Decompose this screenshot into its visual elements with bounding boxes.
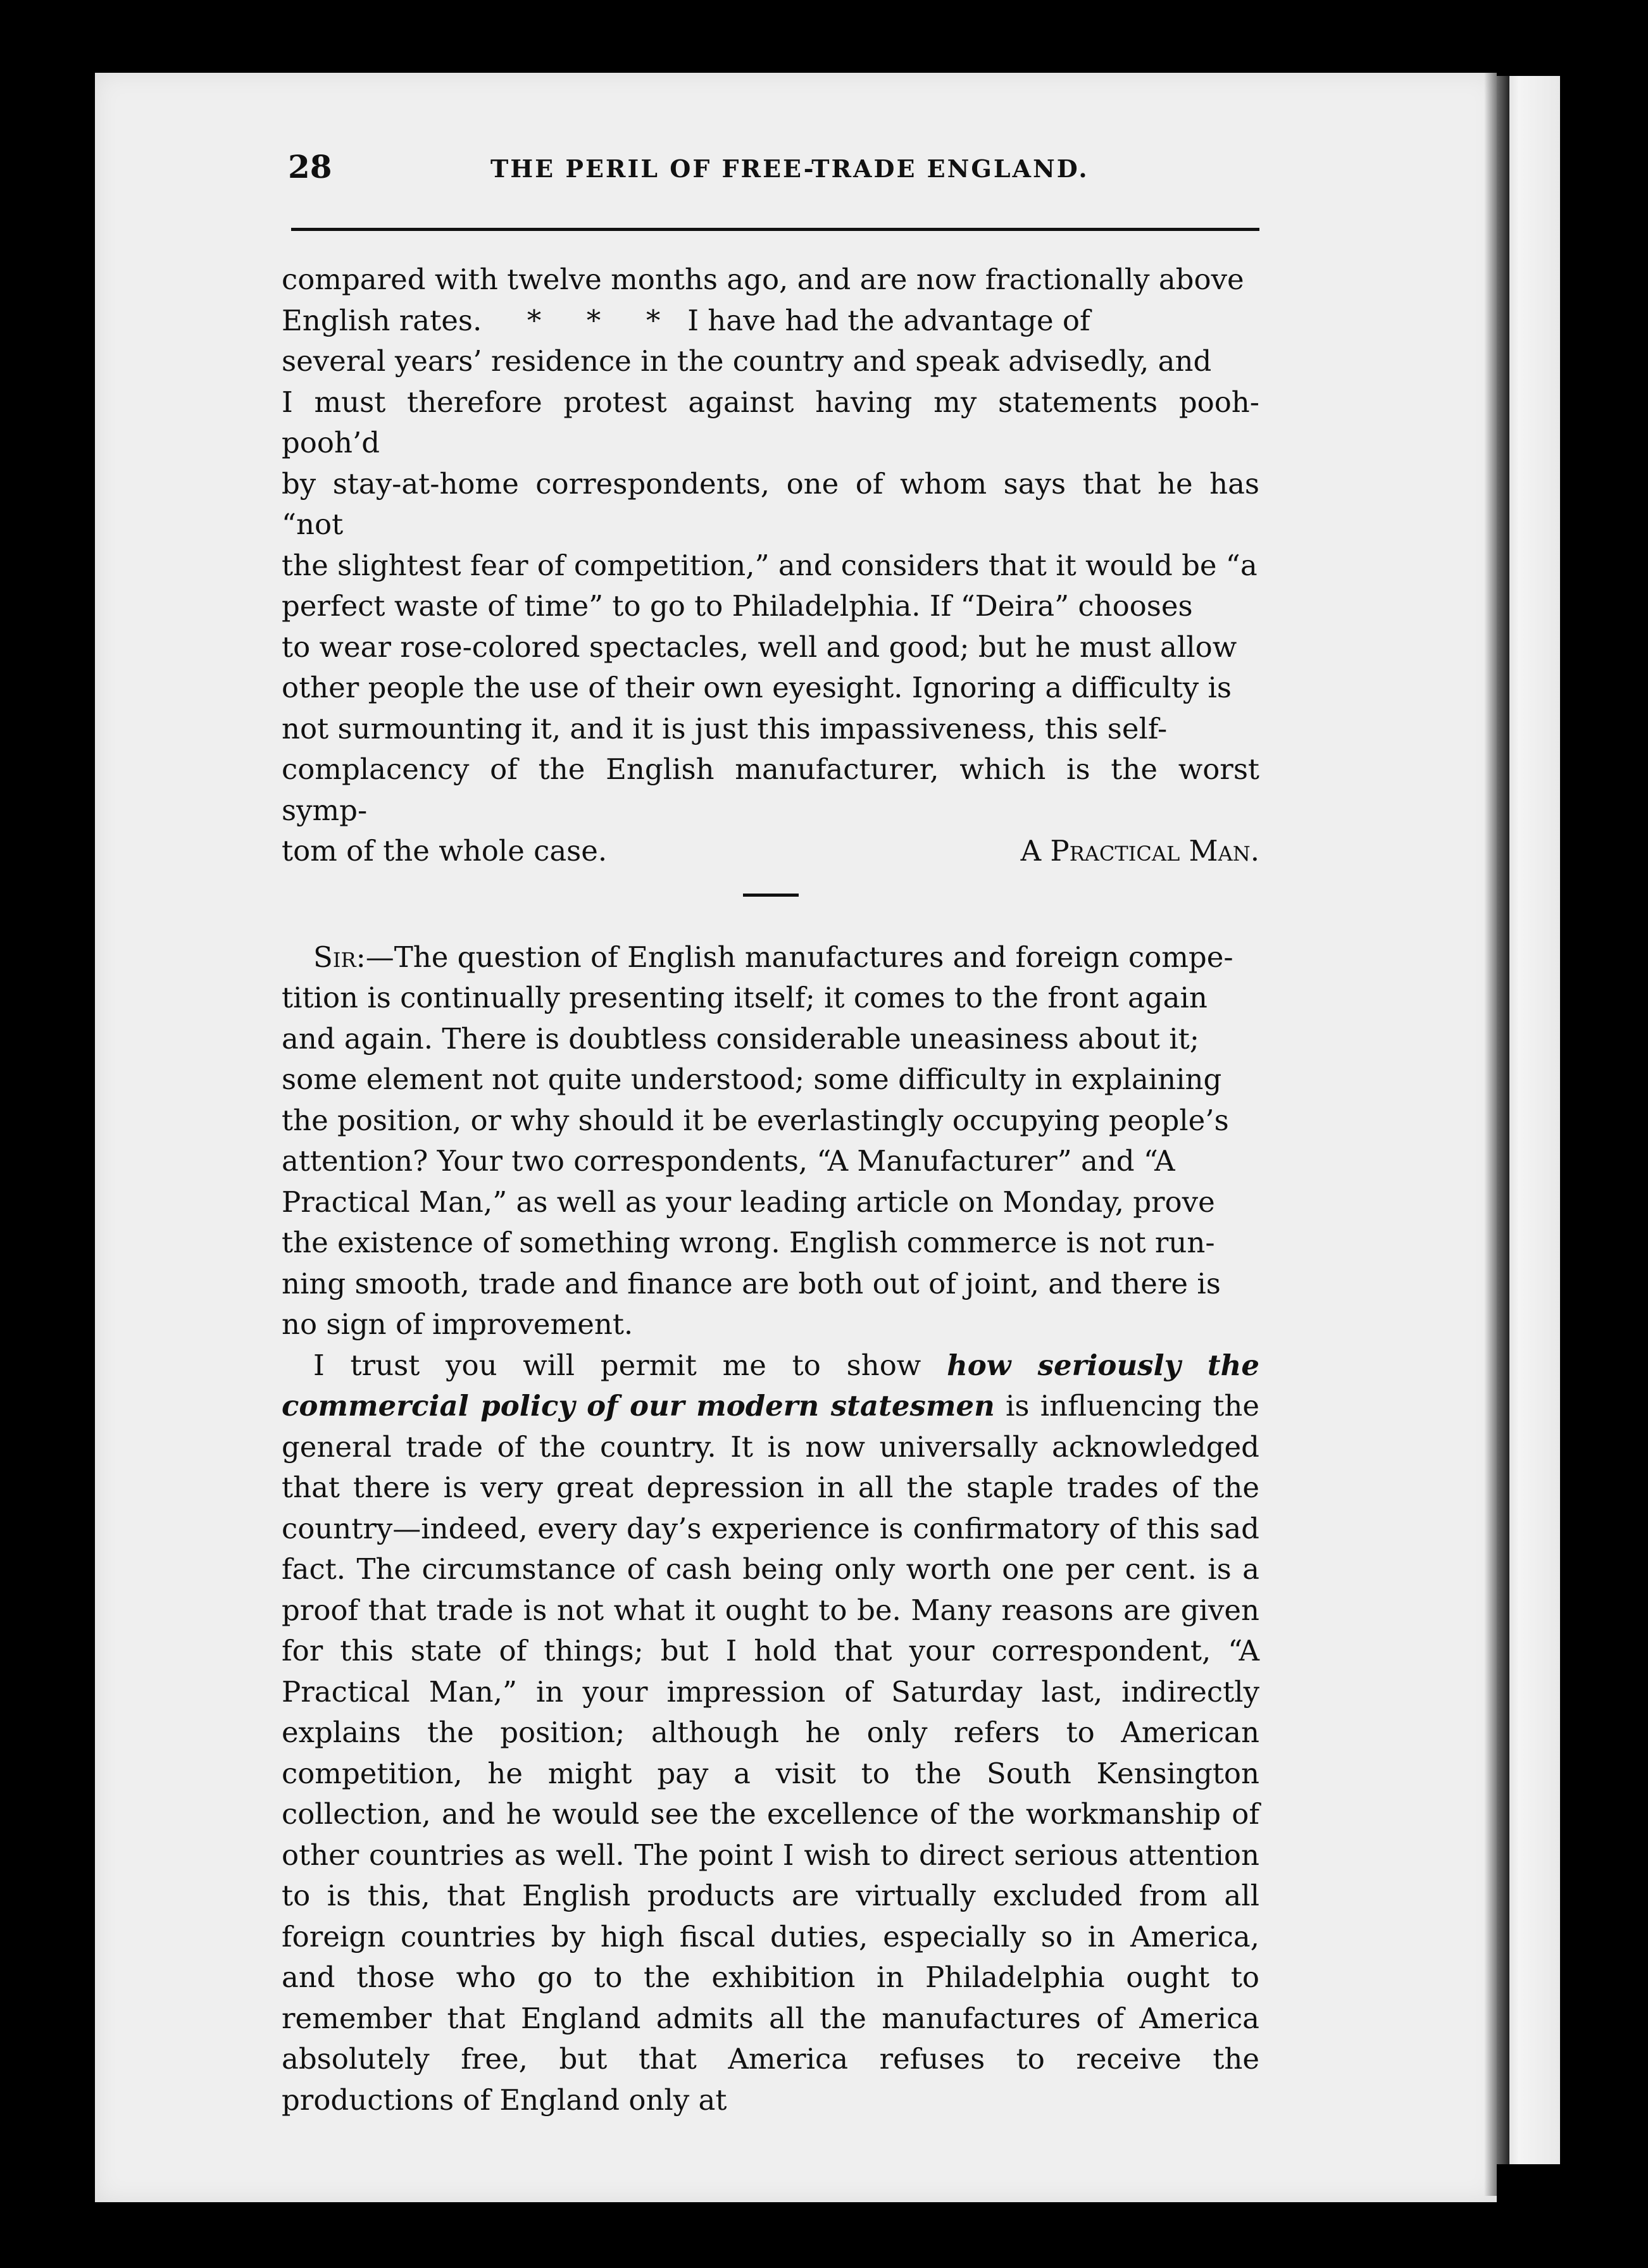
signature-line — [282, 831, 1259, 872]
page-header — [288, 140, 1263, 197]
text-line: perfect waste of time” to go to Philadelphia. If “Deira” chooses — [282, 589, 1193, 623]
text-line: attention? Your two correspondents, “A Manufacturer” and “A — [282, 1144, 1175, 1178]
text-line: by stay-at-home correspondents, one of whom says that he has “not — [282, 466, 1259, 541]
page-number: 28 — [288, 148, 332, 185]
text-run: is influencing the general trade of the country. It is now universally acknowledged that there is very great depression in all the staple trades of the country—indeed, every day’s experience is confirmatory of this sad fact. The circumstance of cash being only worth one per cent. is a proof that trade is not what it ought to be. Many reasons are given for this state of things; but I hold that your correspondent, “A Practical Man,” in your impression of Saturday last, indirectly explains the position; although he only refers to American competition, he might pay a visit to the South Kensington collection, and he would see the excellence of the workmanship of other countries as well. The point I wish to direct serious attention to is this, that English products are virtually excluded from all foreign countries by high fiscal duties, especially so in America, and those who go to the exhibition in Philadelphia ought to remember that England admits all the manufactures of America absolutely free, but that America refuses to receive the productions of England only at — [282, 1389, 1259, 2117]
page-body — [282, 259, 1259, 2121]
text-line: several years’ residence in the country and speak advisedly, and — [282, 344, 1212, 378]
text-line: some element not quite understood; some difficulty in explaining — [282, 1062, 1222, 1096]
text-line: no sign of improvement. — [282, 1307, 634, 1341]
salutation: Sir — [313, 940, 356, 974]
text-line: I must therefore protest against having my statements pooh-pooh’d — [282, 385, 1259, 459]
signature: A Practical Man. — [1020, 834, 1259, 868]
text-line: Practical Man,” as well as your leading article on Monday, prove — [282, 1185, 1215, 1219]
text-line: other people the use of their own eyesight. Ignoring a difficulty is — [282, 671, 1232, 704]
text-line: not surmounting it, and it is just this impassiveness, this self- — [282, 711, 1168, 745]
paragraph — [282, 1345, 1259, 2121]
text-line: the slightest fear of competition,” and considers that it would be “a — [282, 548, 1258, 582]
text-run: I trust you will permit me to show — [313, 1348, 947, 1382]
binding-shadow — [1484, 70, 1509, 2196]
letter-continuation — [282, 259, 1259, 872]
text-line: English rates. * * * I have had the advantage of — [282, 303, 1090, 337]
text-line: to wear rose-colored spectacles, well and good; but he must allow — [282, 630, 1237, 664]
text-line: ning smooth, trade and finance are both out of joint, and there is — [282, 1266, 1221, 1300]
text-line: the existence of something wrong. English commerce is not run- — [282, 1226, 1215, 1259]
running-head: THE PERIL OF FREE-TRADE ENGLAND. — [490, 154, 1089, 183]
text-line: :—The question of English manufactures and foreign compe- — [356, 940, 1233, 974]
emphasis-text: how seriously the commercial policy of our modern statesmen — [282, 1348, 1259, 1423]
text-line: the position, or why should it be everlastingly occupying people’s — [282, 1103, 1229, 1137]
letter-sir — [282, 937, 1259, 2121]
section-divider — [743, 894, 799, 897]
text-line: tition is continually presenting itself; it comes to the front again — [282, 981, 1208, 1014]
text-line: and again. There is doubtless considerable uneasiness about it; — [282, 1021, 1199, 1056]
paragraph-first-line — [282, 937, 1259, 978]
text-line: compared with twelve months ago, and are now fractionally above — [282, 263, 1244, 296]
text-line: tom of the whole case. — [282, 834, 608, 868]
text-line: complacency of the English manufacturer, which is the worst symp- — [282, 752, 1259, 827]
header-rule — [291, 228, 1259, 231]
